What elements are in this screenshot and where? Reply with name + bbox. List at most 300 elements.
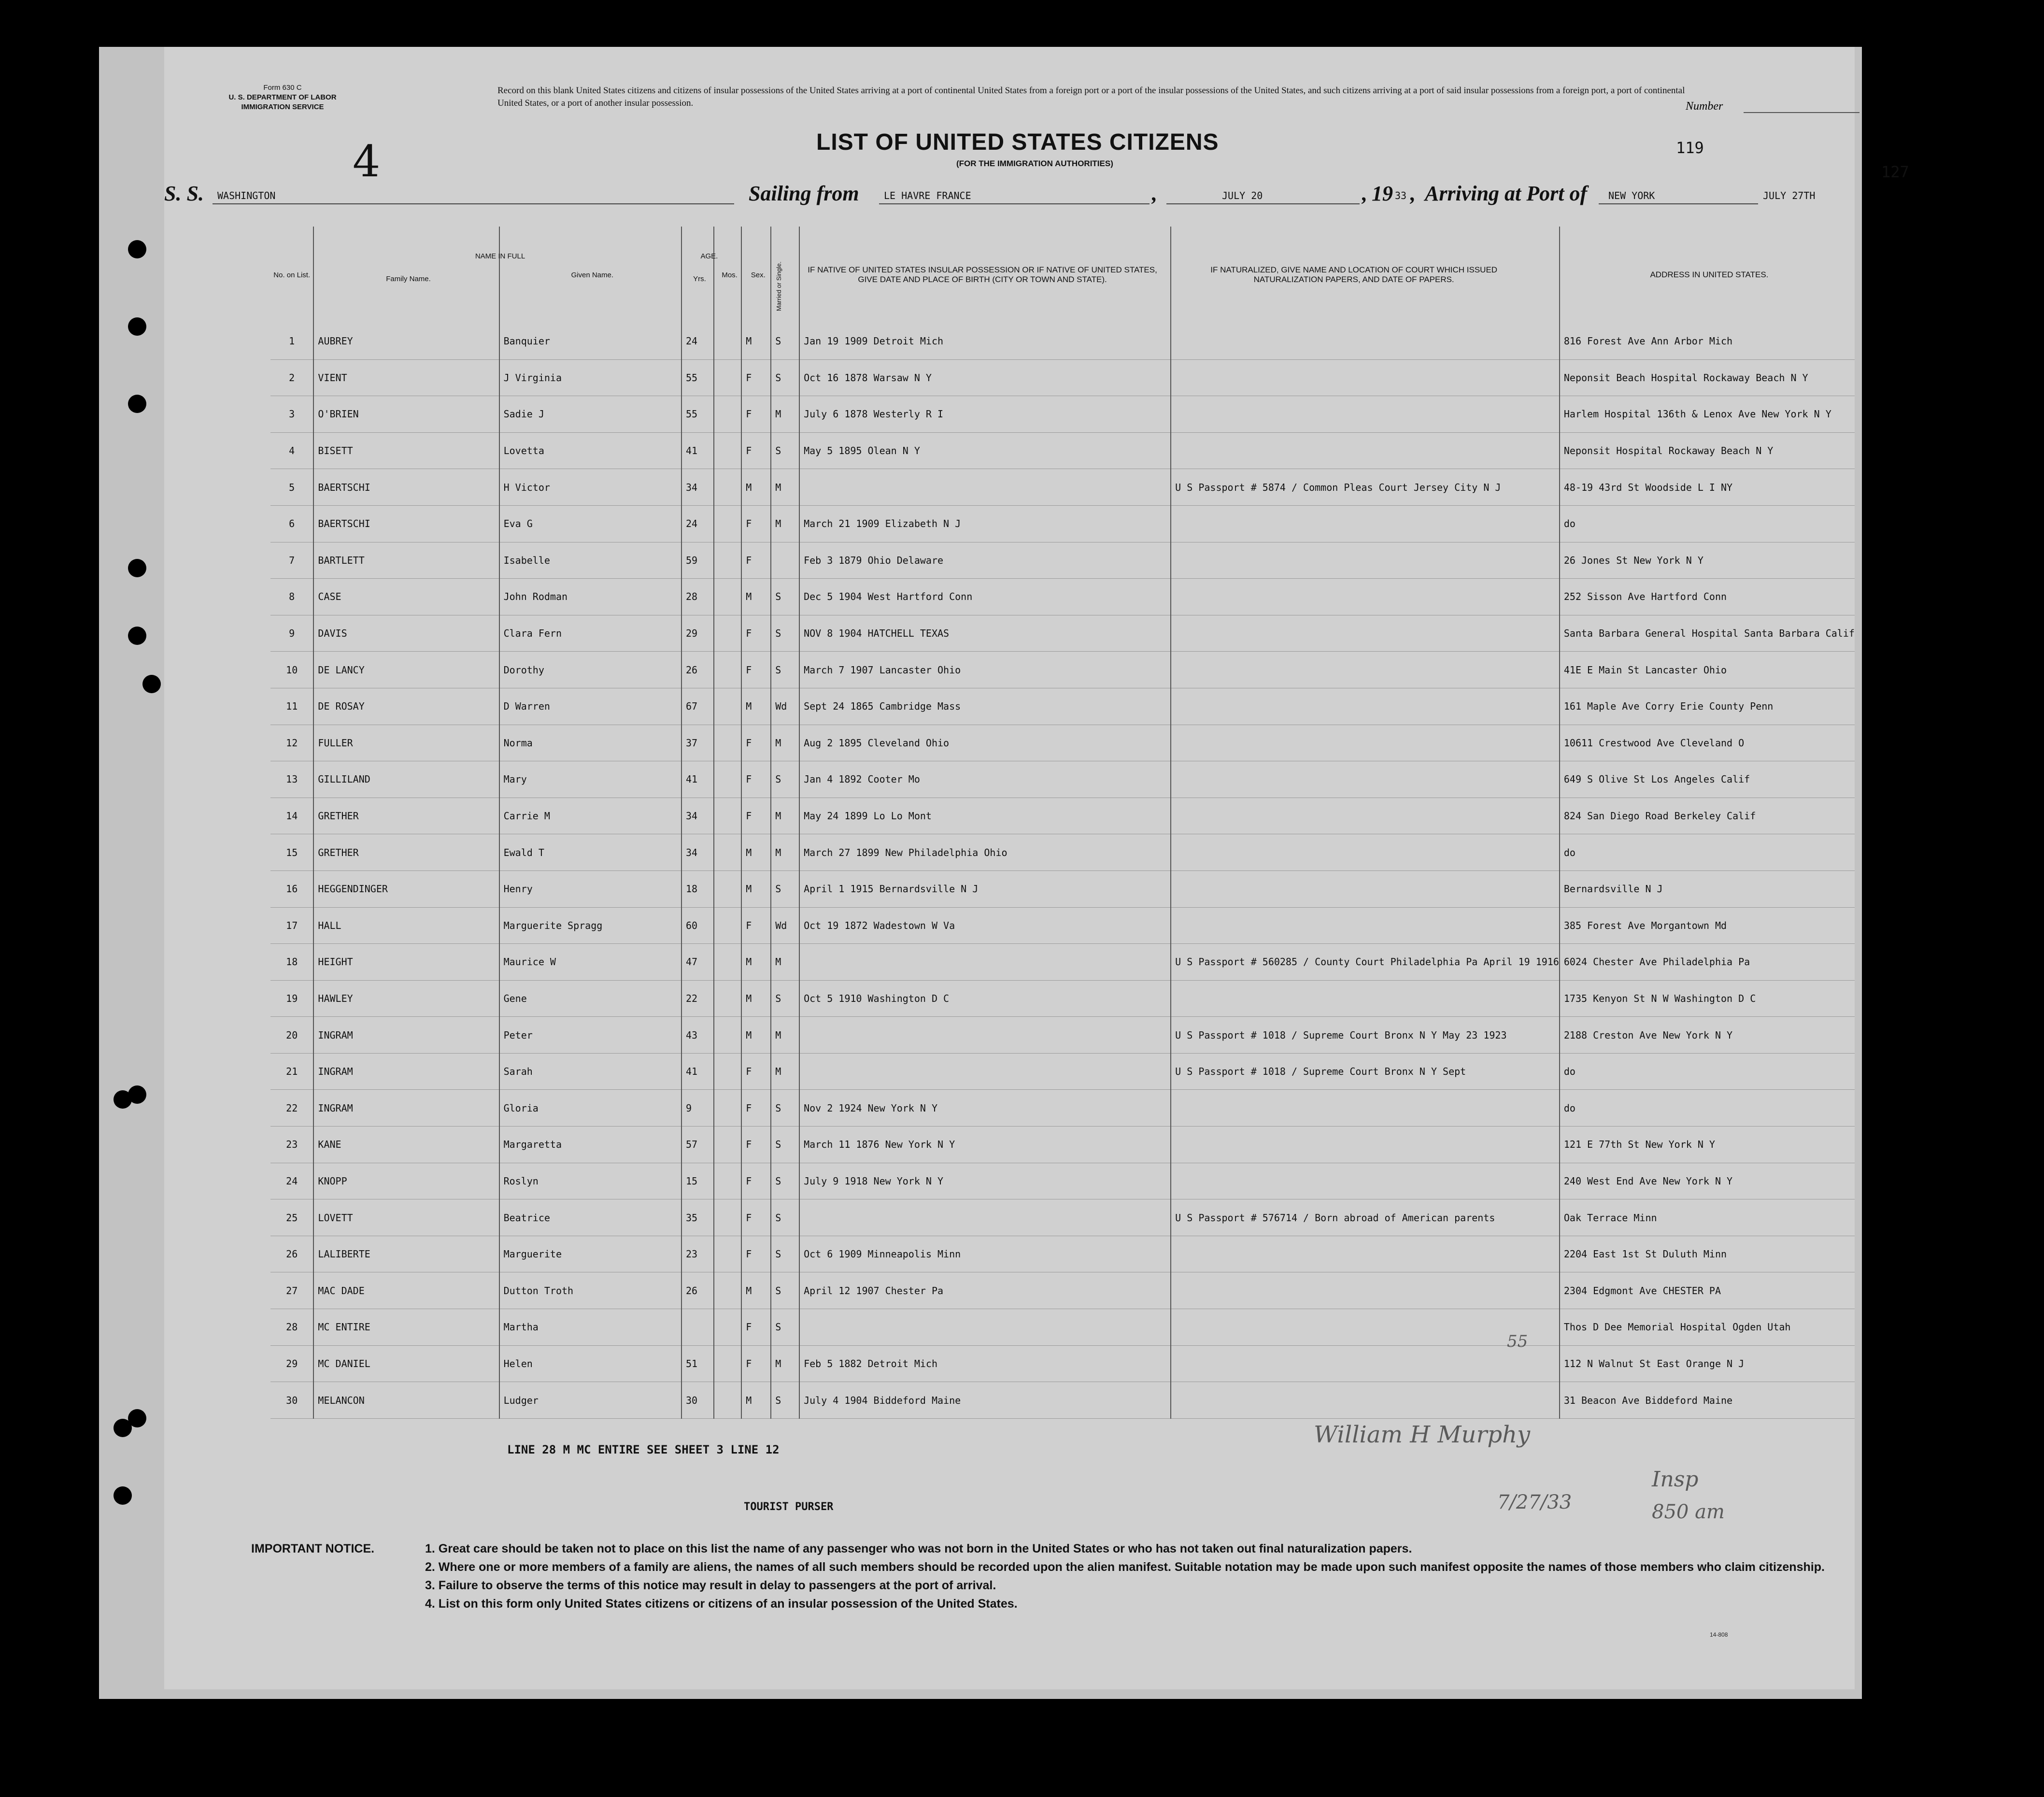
col-no: No. on List.: [270, 227, 313, 323]
cell-given: Roslyn: [499, 1163, 681, 1199]
cell-no: 3: [270, 396, 313, 433]
scanned-page: [99, 47, 1909, 1699]
cell-given: Eva G: [499, 505, 681, 542]
cell-no: 12: [270, 725, 313, 761]
passenger-table: [270, 227, 1855, 1419]
cell-given: John Rodman: [499, 579, 681, 615]
cell-sex: M: [741, 1017, 771, 1054]
cell-family: MAC DADE: [313, 1272, 499, 1309]
cell-given: Maurice W: [499, 944, 681, 981]
cell-nat: [1171, 980, 1560, 1017]
cell-no: 14: [270, 798, 313, 834]
cell-sex: F: [741, 432, 771, 469]
cell-family: INGRAM: [313, 1017, 499, 1054]
cell-no: 7: [270, 542, 313, 579]
col-birth: IF NATIVE OF UNITED STATES INSULAR POSSESSION OR IF NATIVE OF UNITED STATES, GIVE DATE AND PLACE OF BIRTH (CITY OR TOWN AND STATE).: [799, 227, 1171, 323]
intro-text: Record on this blank United States citizens and citizens of insular possessions of the United States arriving at a port of continental United States from a foreign port or a port of the insular possessions of the United States, and such citizens arriving at a port of said insular possessions from a foreign port, a port of continental United States, or a port of another insular possession.: [497, 86, 1685, 108]
cell-ms: S: [771, 579, 799, 615]
cell-nat: [1171, 359, 1560, 396]
cell-sex: F: [741, 725, 771, 761]
table-row: [270, 1053, 1855, 1090]
table-row: [270, 505, 1855, 542]
page-subtitle: (FOR THE IMMIGRATION AUTHORITIES): [956, 159, 1113, 168]
cell-no: 30: [270, 1382, 313, 1419]
cell-mos: [714, 1382, 741, 1419]
table-row: [270, 615, 1855, 652]
col-sex: Sex.: [741, 227, 771, 323]
cell-yrs: 34: [681, 469, 714, 506]
cell-no: 28: [270, 1309, 313, 1346]
cell-yrs: 35: [681, 1199, 714, 1236]
cell-sex: M: [741, 834, 771, 871]
cell-nat: [1171, 542, 1560, 579]
cell-birth: May 5 1895 Olean N Y: [799, 432, 1171, 469]
cell-birth: Feb 3 1879 Ohio Delaware: [799, 542, 1171, 579]
cell-addr: 2304 Edgmont Ave CHESTER PA: [1560, 1272, 1855, 1309]
cell-mos: [714, 359, 741, 396]
cell-nat: [1171, 1236, 1560, 1272]
cell-given: Gloria: [499, 1090, 681, 1127]
cell-nat: [1171, 615, 1560, 652]
cell-nat: U S Passport # 560285 / County Court Philadelphia Pa April 19 1916: [1171, 944, 1560, 981]
cell-birth: Jan 4 1892 Cooter Mo: [799, 761, 1171, 798]
col-mos: Mos.: [714, 227, 741, 323]
cell-addr: do: [1560, 1090, 1855, 1127]
cell-nat: [1171, 761, 1560, 798]
table-row: [270, 1345, 1855, 1382]
col-yrs: AGE. Yrs.: [681, 227, 714, 323]
cell-mos: [714, 652, 741, 688]
cell-birth: Dec 5 1904 West Hartford Conn: [799, 579, 1171, 615]
cell-family: INGRAM: [313, 1090, 499, 1127]
cell-mos: [714, 396, 741, 433]
cell-no: 20: [270, 1017, 313, 1054]
cell-addr: 385 Forest Ave Morgantown Md: [1560, 907, 1855, 944]
cell-mos: [714, 1090, 741, 1127]
cell-nat: [1171, 688, 1560, 725]
cell-given: Carrie M: [499, 798, 681, 834]
page-number-stamp: 119: [1676, 139, 1704, 157]
cell-birth: [799, 1199, 1171, 1236]
page-title: LIST OF UNITED STATES CITIZENS: [816, 129, 1219, 155]
cell-sex: M: [741, 579, 771, 615]
table-row: [270, 725, 1855, 761]
cell-sex: F: [741, 1053, 771, 1090]
col-address: ADDRESS IN UNITED STATES.: [1650, 270, 1769, 279]
cell-family: VIENT: [313, 359, 499, 396]
cell-addr: 816 Forest Ave Ann Arbor Mich: [1560, 323, 1855, 359]
cell-no: 24: [270, 1163, 313, 1199]
cell-no: 6: [270, 505, 313, 542]
cell-nat: [1171, 1309, 1560, 1346]
cell-yrs: 26: [681, 652, 714, 688]
cell-no: 21: [270, 1053, 313, 1090]
cell-yrs: 30: [681, 1382, 714, 1419]
cell-family: HEGGENDINGER: [313, 870, 499, 907]
cell-given: D Warren: [499, 688, 681, 725]
purser-label: TOURIST PURSER: [744, 1501, 834, 1513]
cell-addr: 252 Sisson Ave Hartford Conn: [1560, 579, 1855, 615]
cell-family: MC ENTIRE: [313, 1309, 499, 1346]
cell-addr: 240 West End Ave New York N Y: [1560, 1163, 1855, 1199]
cell-yrs: 55: [681, 396, 714, 433]
cell-yrs: 57: [681, 1127, 714, 1163]
cell-nat: [1171, 870, 1560, 907]
table-header: [270, 227, 1855, 323]
cell-family: KANE: [313, 1127, 499, 1163]
notice-label: IMPORTANT NOTICE.: [251, 1542, 375, 1555]
cell-yrs: 47: [681, 944, 714, 981]
cell-family: INGRAM: [313, 1053, 499, 1090]
cell-birth: April 12 1907 Chester Pa: [799, 1272, 1171, 1309]
cell-family: HALL: [313, 907, 499, 944]
table-row: [270, 652, 1855, 688]
table-row: [270, 1272, 1855, 1309]
cell-ms: S: [771, 1163, 799, 1199]
department: U. S. DEPARTMENT OF LABOR: [228, 93, 337, 101]
cell-given: Peter: [499, 1017, 681, 1054]
cell-nat: U S Passport # 5874 / Common Pleas Court Jersey City N J: [1171, 469, 1560, 506]
cell-addr: Thos D Dee Memorial Hospital Ogden Utah: [1560, 1309, 1855, 1346]
cell-ms: M: [771, 1017, 799, 1054]
cell-sex: F: [741, 1345, 771, 1382]
cell-nat: [1171, 652, 1560, 688]
cell-no: 10: [270, 652, 313, 688]
cell-birth: [799, 944, 1171, 981]
cell-nat: [1171, 798, 1560, 834]
table-row: [270, 359, 1855, 396]
cell-nat: U S Passport # 1018 / Supreme Court Bronx N Y Sept: [1171, 1053, 1560, 1090]
cell-ms: M: [771, 1053, 799, 1090]
notice-item-2: 2. Where one or more members of a family are aliens, the names of all such members should be recorded upon the alien manifest. Suitable notation may be made upon such manifest opposite the names of those members who claim citizenship.: [425, 1560, 1825, 1574]
table-row: [270, 1127, 1855, 1163]
cell-mos: [714, 1053, 741, 1090]
cell-addr: 6024 Chester Ave Philadelphia Pa: [1560, 944, 1855, 981]
cell-ms: Wd: [771, 907, 799, 944]
cell-ms: S: [771, 432, 799, 469]
cell-addr: 10611 Crestwood Ave Cleveland O: [1560, 725, 1855, 761]
cell-birth: Sept 24 1865 Cambridge Mass: [799, 688, 1171, 725]
cell-ms: S: [771, 1199, 799, 1236]
col-given: Given Name.: [499, 227, 681, 323]
cell-sex: F: [741, 1090, 771, 1127]
cell-addr: 824 San Diego Road Berkeley Calif: [1560, 798, 1855, 834]
cell-sex: F: [741, 359, 771, 396]
notice-item-3: 3. Failure to observe the terms of this notice may result in delay to passengers at the port of arrival.: [425, 1579, 996, 1592]
cell-addr: 2188 Creston Ave New York N Y: [1560, 1017, 1855, 1054]
cell-sex: F: [741, 396, 771, 433]
cell-ms: M: [771, 944, 799, 981]
cell-mos: [714, 834, 741, 871]
cell-sex: M: [741, 1382, 771, 1419]
cell-birth: Oct 5 1910 Washington D C: [799, 980, 1171, 1017]
cell-addr: 121 E 77th St New York N Y: [1560, 1127, 1855, 1163]
cell-ms: M: [771, 469, 799, 506]
cell-ms: S: [771, 761, 799, 798]
cell-no: 25: [270, 1199, 313, 1236]
cell-ms: S: [771, 359, 799, 396]
cell-ms: M: [771, 725, 799, 761]
manifest-table-area: [164, 47, 1855, 1689]
cell-sex: F: [741, 1199, 771, 1236]
cell-family: KNOPP: [313, 1163, 499, 1199]
cell-mos: [714, 432, 741, 469]
cell-no: 23: [270, 1127, 313, 1163]
cell-mos: [714, 688, 741, 725]
cell-addr: do: [1560, 834, 1855, 871]
cell-family: HEIGHT: [313, 944, 499, 981]
arrival-date: JULY 27TH: [1763, 190, 1816, 201]
cell-no: 8: [270, 579, 313, 615]
cell-yrs: 55: [681, 359, 714, 396]
cell-mos: [714, 542, 741, 579]
table-row: [270, 579, 1855, 615]
cell-given: Norma: [499, 725, 681, 761]
cell-family: DE LANCY: [313, 652, 499, 688]
table-row: [270, 980, 1855, 1017]
cell-ms: S: [771, 1272, 799, 1309]
cell-mos: [714, 323, 741, 359]
table-row: [270, 1090, 1855, 1127]
table-row: [270, 432, 1855, 469]
cell-family: GRETHER: [313, 834, 499, 871]
cell-given: Dorothy: [499, 652, 681, 688]
cell-family: DE ROSAY: [313, 688, 499, 725]
cell-birth: [799, 1053, 1171, 1090]
cell-family: FULLER: [313, 725, 499, 761]
cell-yrs: 28: [681, 579, 714, 615]
inspector-signature: William H Murphy: [1314, 1421, 1531, 1448]
cell-ms: S: [771, 1090, 799, 1127]
cell-given: Ewald T: [499, 834, 681, 871]
cell-addr: 26 Jones St New York N Y: [1560, 542, 1855, 579]
cell-nat: [1171, 396, 1560, 433]
cell-birth: March 7 1907 Lancaster Ohio: [799, 652, 1171, 688]
cell-family: BAERTSCHI: [313, 505, 499, 542]
name-in-full-label: NAME IN FULL: [475, 252, 525, 260]
cell-ms: S: [771, 870, 799, 907]
cell-ms: S: [771, 1127, 799, 1163]
cell-sex: F: [741, 761, 771, 798]
cell-nat: [1171, 505, 1560, 542]
cell-given: Henry: [499, 870, 681, 907]
cell-no: 29: [270, 1345, 313, 1382]
form-number: Form 630 C: [263, 84, 302, 92]
cell-nat: [1171, 323, 1560, 359]
cell-no: 4: [270, 432, 313, 469]
cell-mos: [714, 1199, 741, 1236]
cell-yrs: 29: [681, 615, 714, 652]
cell-no: 17: [270, 907, 313, 944]
departure-date: JULY 20: [1222, 190, 1263, 201]
year-suffix: 33: [1395, 190, 1407, 201]
sailing-line: S. S. WASHINGTON Sailing from LE HAVRE FRANCE , JULY 20 , 19 33 , Arriving at Port of NEW YORK: [164, 181, 1855, 205]
cell-family: MELANCON: [313, 1382, 499, 1419]
cell-yrs: 41: [681, 1053, 714, 1090]
cell-yrs: 67: [681, 688, 714, 725]
cell-given: Sarah: [499, 1053, 681, 1090]
line-note: LINE 28 M MC ENTIRE SEE SHEET 3 LINE 12: [507, 1443, 780, 1456]
cell-yrs: [681, 1309, 714, 1346]
cell-mos: [714, 1127, 741, 1163]
margin-number: 55: [1507, 1332, 1528, 1351]
cell-family: O'BRIEN: [313, 396, 499, 433]
handwritten-insp: Insp: [1652, 1467, 1699, 1492]
table-row: [270, 396, 1855, 433]
cell-family: MC DANIEL: [313, 1345, 499, 1382]
cell-addr: Bernardsville N J: [1560, 870, 1855, 907]
cell-nat: [1171, 1382, 1560, 1419]
cell-given: Lovetta: [499, 432, 681, 469]
cell-yrs: 26: [681, 1272, 714, 1309]
cell-yrs: 41: [681, 761, 714, 798]
cell-ms: M: [771, 396, 799, 433]
cell-yrs: 24: [681, 323, 714, 359]
cell-nat: U S Passport # 1018 / Supreme Court Bronx N Y May 23 1923: [1171, 1017, 1560, 1054]
cell-no: 26: [270, 1236, 313, 1272]
cell-no: 19: [270, 980, 313, 1017]
footer-form-mark: 14-808: [1710, 1631, 1728, 1638]
cell-nat: [1171, 1090, 1560, 1127]
cell-mos: [714, 615, 741, 652]
cell-addr: 41E E Main St Lancaster Ohio: [1560, 652, 1855, 688]
cell-given: Marguerite Spragg: [499, 907, 681, 944]
col-naturalized: IF NATURALIZED, GIVE NAME AND LOCATION OF COURT WHICH ISSUED NATURALIZATION PAPERS, AND DATE OF PAPERS.: [1171, 227, 1560, 323]
cell-yrs: 34: [681, 834, 714, 871]
sailing-from-label: Sailing from: [749, 182, 859, 205]
cell-family: AUBREY: [313, 323, 499, 359]
cell-mos: [714, 870, 741, 907]
table-row: [270, 834, 1855, 871]
cell-ms: S: [771, 1236, 799, 1272]
cell-given: Dutton Troth: [499, 1272, 681, 1309]
table-row: [270, 1382, 1855, 1419]
cell-yrs: 15: [681, 1163, 714, 1199]
cell-yrs: 23: [681, 1236, 714, 1272]
cell-nat: [1171, 725, 1560, 761]
cell-addr: 1735 Kenyon St N W Washington D C: [1560, 980, 1855, 1017]
cell-mos: [714, 1163, 741, 1199]
cell-yrs: 22: [681, 980, 714, 1017]
cell-yrs: 43: [681, 1017, 714, 1054]
cell-sex: M: [741, 870, 771, 907]
cell-birth: Oct 6 1909 Minneapolis Minn: [799, 1236, 1171, 1272]
table-row: [270, 907, 1855, 944]
cell-sex: M: [741, 980, 771, 1017]
cell-family: GRETHER: [313, 798, 499, 834]
cell-sex: M: [741, 323, 771, 359]
cell-addr: 649 S Olive St Los Angeles Calif: [1560, 761, 1855, 798]
age-label: AGE.: [700, 252, 718, 260]
table-row: [270, 1236, 1855, 1272]
cell-birth: July 4 1904 Biddeford Maine: [799, 1382, 1171, 1419]
year-prefix: 19: [1372, 182, 1393, 205]
cell-mos: [714, 579, 741, 615]
cell-mos: [714, 944, 741, 981]
col-family: NAME IN FULL Family Name.: [313, 227, 499, 323]
cell-sex: F: [741, 615, 771, 652]
cell-mos: [714, 761, 741, 798]
table-row: [270, 542, 1855, 579]
cell-addr: Harlem Hospital 136th & Lenox Ave New York N Y: [1560, 396, 1855, 433]
cell-mos: [714, 725, 741, 761]
cell-ms: S: [771, 652, 799, 688]
cell-ms: M: [771, 505, 799, 542]
cell-no: 9: [270, 615, 313, 652]
ship-name: WASHINGTON: [217, 190, 276, 201]
cell-birth: July 9 1918 New York N Y: [799, 1163, 1171, 1199]
cell-no: 15: [270, 834, 313, 871]
cell-ms: [771, 542, 799, 579]
cell-birth: Jan 19 1909 Detroit Mich: [799, 323, 1171, 359]
cell-addr: Neponsit Hospital Rockaway Beach N Y: [1560, 432, 1855, 469]
cell-addr: 48-19 43rd St Woodside L I NY: [1560, 469, 1855, 506]
cell-given: Helen: [499, 1345, 681, 1382]
cell-ms: S: [771, 615, 799, 652]
cell-birth: March 27 1899 New Philadelphia Ohio: [799, 834, 1171, 871]
cell-family: HAWLEY: [313, 980, 499, 1017]
cell-birth: [799, 1309, 1171, 1346]
cell-no: 13: [270, 761, 313, 798]
table-row: [270, 870, 1855, 907]
cell-family: CASE: [313, 579, 499, 615]
cell-yrs: 41: [681, 432, 714, 469]
cell-mos: [714, 1236, 741, 1272]
cell-sex: F: [741, 907, 771, 944]
cell-ms: Wd: [771, 688, 799, 725]
cell-addr: 31 Beacon Ave Biddeford Maine: [1560, 1382, 1855, 1419]
table-row: [270, 944, 1855, 981]
cell-given: Beatrice: [499, 1199, 681, 1236]
cell-given: Gene: [499, 980, 681, 1017]
cell-birth: March 11 1876 New York N Y: [799, 1127, 1171, 1163]
number-label: Number: [1686, 100, 1723, 113]
cell-yrs: 51: [681, 1345, 714, 1382]
cell-sex: M: [741, 469, 771, 506]
cell-ms: S: [771, 980, 799, 1017]
cell-no: 1: [270, 323, 313, 359]
cell-birth: [799, 469, 1171, 506]
cell-sex: F: [741, 1236, 771, 1272]
cell-mos: [714, 505, 741, 542]
cell-no: 18: [270, 944, 313, 981]
arriving-label: Arriving at Port of: [1425, 182, 1588, 205]
cell-nat: U S Passport # 576714 / Born abroad of American parents: [1171, 1199, 1560, 1236]
cell-yrs: 37: [681, 725, 714, 761]
cell-family: LOVETT: [313, 1199, 499, 1236]
cell-no: 2: [270, 359, 313, 396]
notice-item-4: 4. List on this form only United States citizens or citizens of an insular possession of the United States.: [425, 1597, 1018, 1611]
cell-nat: [1171, 1163, 1560, 1199]
cell-mos: [714, 469, 741, 506]
cell-given: Ludger: [499, 1382, 681, 1419]
handwritten-date: 7/27/33: [1497, 1491, 1572, 1513]
cell-addr: Oak Terrace Minn: [1560, 1199, 1855, 1236]
service: IMMIGRATION SERVICE: [241, 103, 324, 111]
cell-nat: [1171, 834, 1560, 871]
cell-given: Martha: [499, 1309, 681, 1346]
cell-addr: do: [1560, 1053, 1855, 1090]
table-row: [270, 1309, 1855, 1346]
important-notice: [251, 1540, 1845, 1613]
cell-sex: F: [741, 652, 771, 688]
cell-nat: [1171, 907, 1560, 944]
handwritten-time: 850 am: [1652, 1501, 1725, 1523]
cell-mos: [714, 1345, 741, 1382]
page-number-margin: 127: [1881, 163, 1909, 181]
cell-sex: M: [741, 688, 771, 725]
cell-sex: F: [741, 1127, 771, 1163]
